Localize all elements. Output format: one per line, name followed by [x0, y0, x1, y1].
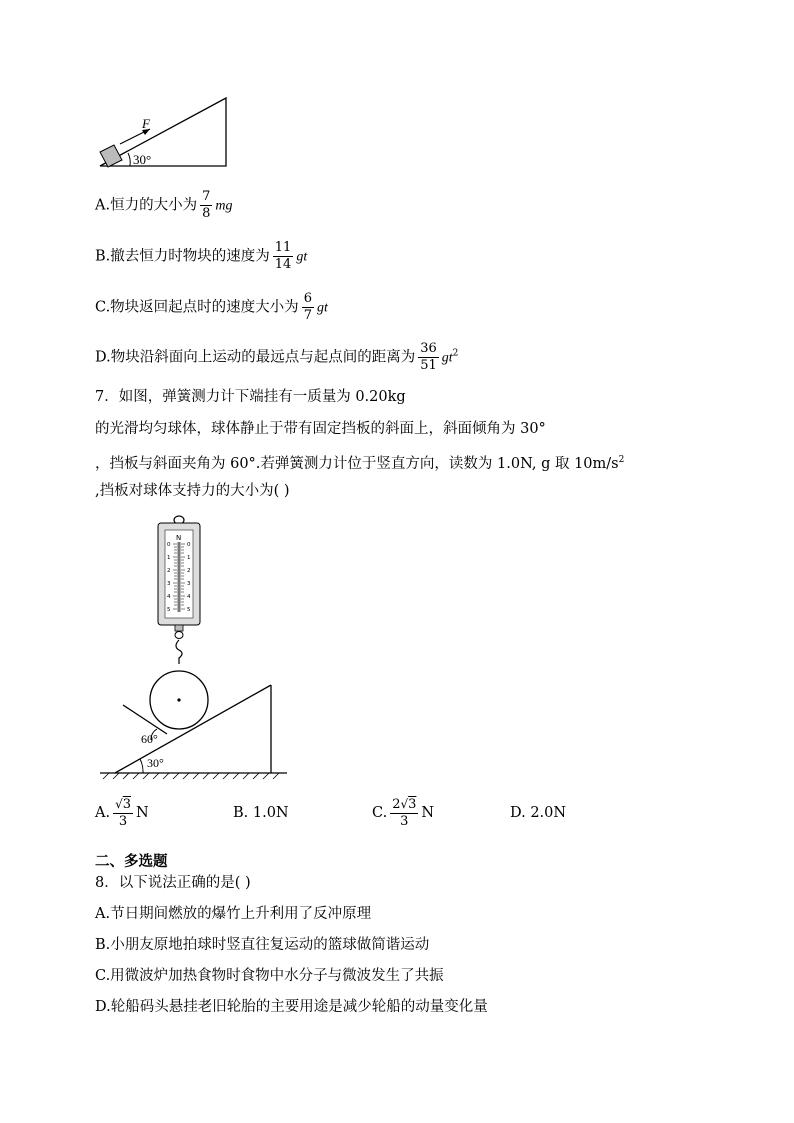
- angle-arc-30: [140, 759, 143, 773]
- q7-option-d: D. 2.0N: [510, 805, 567, 821]
- scale-number: 4: [167, 594, 171, 600]
- fraction: [200, 190, 212, 221]
- denominator: 51: [420, 358, 437, 373]
- scale-number: 1: [167, 555, 171, 561]
- force-label: F: [142, 116, 150, 131]
- expression: gt: [316, 300, 328, 316]
- q8-option-c: C.用微波炉加热食物时食物中水分子与微波发生了共振: [95, 968, 444, 984]
- scale-number: 5: [187, 607, 191, 613]
- fraction: [273, 241, 294, 272]
- scale-number: 0: [187, 542, 191, 548]
- scale-number: 1: [187, 555, 191, 561]
- angle-30-label: 30°: [147, 756, 164, 770]
- angle-arc: [128, 153, 130, 166]
- q8-option-a: A.节日期间燃放的爆竹上升利用了反冲原理: [95, 906, 372, 922]
- scale-bottom-ring: [175, 632, 183, 639]
- q8-option-d: D.轮船码头悬挂老旧轮胎的主要用途是减少轮船的动量变化量: [95, 999, 488, 1015]
- q6-option-d: [95, 342, 458, 373]
- fraction: [113, 797, 133, 829]
- q7-stem-line1: 7．如图，弹簧测力计下端挂有一质量为 0.20kg: [95, 389, 406, 405]
- option-label: A.: [95, 805, 111, 821]
- expression: gt: [296, 249, 308, 265]
- scale-number: 3: [167, 581, 171, 587]
- denominator: 7: [303, 308, 312, 323]
- q7-stem-line4: ,挡板对球体支持力的大小为( ): [95, 483, 290, 499]
- coefficient: 2: [392, 797, 401, 812]
- q7-stem-line3: [95, 450, 624, 474]
- fraction: [302, 292, 314, 323]
- angle-label: 30°: [133, 152, 152, 167]
- q6-option-b: [95, 241, 307, 272]
- q7-option-c: [372, 797, 434, 829]
- numerator: 11: [274, 240, 292, 255]
- option-text: D.物块沿斜面向上运动的最远点与起点间的距离为: [95, 349, 416, 366]
- radicand: 3: [408, 797, 417, 812]
- denominator: 3: [400, 814, 409, 829]
- numerator: 6: [303, 291, 312, 306]
- scale-number: 2: [167, 568, 171, 574]
- scale-bottom-stem: [175, 625, 183, 631]
- incline-block-figure: [90, 92, 240, 172]
- denominator: 14: [274, 257, 292, 272]
- scale-number: 3: [187, 581, 191, 587]
- expression: mg: [215, 198, 233, 214]
- scale-number: 5: [167, 607, 171, 613]
- q6-option-c: [95, 292, 328, 323]
- option-text: C.物块返回起点时的速度大小为: [95, 299, 299, 316]
- fraction: [418, 342, 439, 373]
- denominator: 3: [118, 814, 128, 829]
- numerator: 7: [202, 189, 211, 204]
- q8-stem: 8．以下说法正确的是( ): [95, 875, 251, 891]
- q7-option-b: B. 1.0N: [233, 805, 289, 821]
- scale-number: 0: [167, 542, 171, 548]
- scale-number: 4: [187, 594, 191, 600]
- expression: gt: [441, 350, 453, 366]
- denominator: 8: [202, 206, 211, 221]
- unit: N: [421, 805, 435, 821]
- stem-text: ，挡板与斜面夹角为 60°.若弹簧测力计位于竖直方向，读数为 1.0N, g 取 10m/s: [95, 455, 619, 472]
- exponent: 2: [618, 455, 625, 465]
- exponent: 2: [452, 348, 459, 359]
- q8-option-b: B.小朋友原地拍球时竖直往复运动的篮球做简谐运动: [95, 937, 430, 953]
- q6-option-a: [95, 190, 233, 221]
- option-label: C.: [372, 805, 388, 821]
- hook: [176, 640, 182, 664]
- option-text: A.恒力的大小为: [95, 197, 198, 214]
- option-text: B.撤去恒力时物块的速度为: [95, 248, 270, 265]
- sqrt-sign: √: [400, 797, 409, 811]
- q7-option-a: [95, 797, 149, 829]
- ball-center: [177, 698, 180, 701]
- spring-scale-figure: [95, 512, 295, 780]
- q7-stem-line2: 的光滑均匀球体，球体静止于带有固定挡板的斜面上，斜面倾角为 30°: [95, 421, 546, 437]
- angle-60-label: 60°: [141, 732, 158, 746]
- numerator: 36: [420, 341, 437, 356]
- section-heading: 二、多选题: [95, 854, 168, 870]
- scale-unit: N: [176, 534, 182, 542]
- fraction: [390, 797, 418, 829]
- numerator: [390, 797, 418, 814]
- unit: N: [136, 805, 149, 821]
- scale-number: 2: [187, 568, 191, 574]
- numerator: [113, 797, 133, 814]
- sqrt-sign: √: [115, 797, 123, 811]
- ground-hatching: [103, 773, 279, 779]
- radicand: 3: [122, 797, 132, 812]
